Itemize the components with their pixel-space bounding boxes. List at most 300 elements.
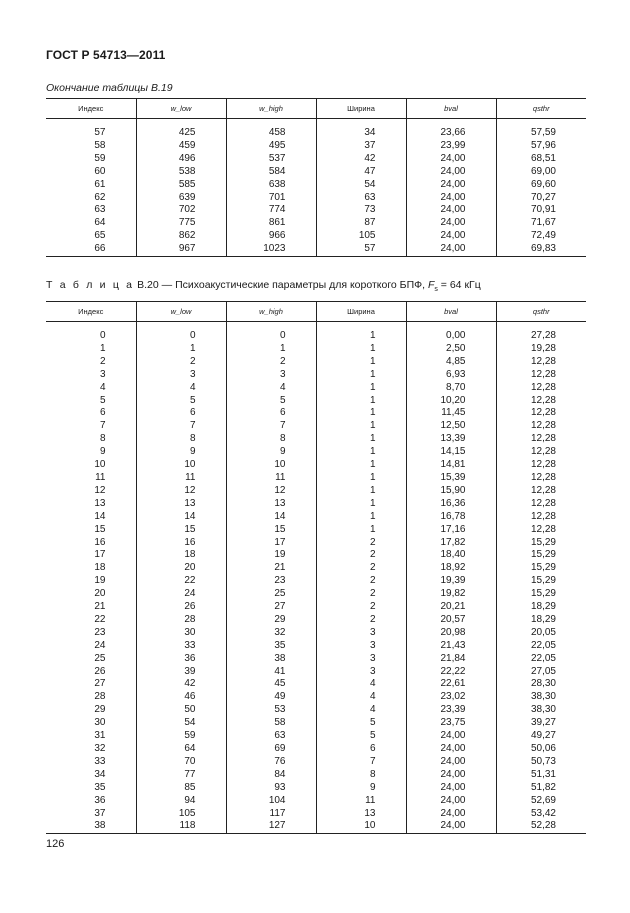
table-cell: 13 xyxy=(226,498,316,511)
table-cell: 774 xyxy=(226,204,316,217)
table-cell: 638 xyxy=(226,179,316,192)
column-header: w_low xyxy=(136,99,226,119)
table-row xyxy=(46,433,586,446)
table-cell: 15 xyxy=(94,523,106,535)
table-cell: 12,28 xyxy=(496,446,586,459)
table-row xyxy=(46,691,586,704)
table-cell: 9 xyxy=(226,446,316,459)
table-cell: 24,00 xyxy=(406,795,496,808)
table-cell: 70,27 xyxy=(496,192,586,205)
table-cell: 58 xyxy=(94,139,106,151)
table-cell: 1 xyxy=(316,407,406,420)
table-row xyxy=(46,769,586,782)
table-cell: 69,83 xyxy=(496,243,586,256)
table-cell: 62 xyxy=(94,191,106,203)
table-cell: 50,73 xyxy=(496,756,586,769)
table-row xyxy=(46,756,586,769)
table-cell: 13,39 xyxy=(406,433,496,446)
table-cell: 12,28 xyxy=(496,420,586,433)
table-cell: 12 xyxy=(136,485,226,498)
table-cell: 6,93 xyxy=(406,369,496,382)
table-cell: 39 xyxy=(136,666,226,679)
table-row xyxy=(46,562,586,575)
table-row xyxy=(46,717,586,730)
table-cell: 18 xyxy=(94,562,106,574)
table-cell: 11 xyxy=(136,472,226,485)
table-cell: 38,30 xyxy=(496,704,586,717)
table-cell: 5 xyxy=(136,395,226,408)
table-cell: 21,84 xyxy=(406,653,496,666)
table-row xyxy=(46,192,586,205)
spacer-cell xyxy=(46,322,136,331)
table-cell: 18 xyxy=(136,549,226,562)
table-cell: 10,20 xyxy=(406,395,496,408)
table-cell: 12 xyxy=(94,484,106,496)
table-cell: 28 xyxy=(94,691,106,703)
table-cell: 3 xyxy=(136,369,226,382)
table-cell: 27,28 xyxy=(496,330,586,343)
table-cell: 1 xyxy=(99,342,106,354)
table-cell: 23,99 xyxy=(406,140,496,153)
table-cell: 53,42 xyxy=(496,808,586,821)
table-row xyxy=(46,230,586,243)
table-row xyxy=(46,782,586,795)
spacer-cell xyxy=(316,119,406,128)
table-cell: 15,29 xyxy=(496,562,586,575)
table-cell: 8,70 xyxy=(406,382,496,395)
spacer-cell xyxy=(406,322,496,331)
table-cell: 23,39 xyxy=(406,704,496,717)
table-cell: 6 xyxy=(99,407,106,419)
table-row xyxy=(46,678,586,691)
table-cell: 57 xyxy=(94,127,106,138)
column-header: bval xyxy=(406,302,496,322)
table-cell: 14 xyxy=(94,510,106,522)
table-cell: 17 xyxy=(94,549,106,561)
table-cell: 4 xyxy=(136,382,226,395)
table-b19 xyxy=(46,98,586,257)
table-cell: 29 xyxy=(94,704,106,716)
table-cell: 4 xyxy=(316,691,406,704)
table-cell: 34 xyxy=(94,768,106,780)
table-cell: 4 xyxy=(316,678,406,691)
table-row xyxy=(46,356,586,369)
table-cell: 50,06 xyxy=(496,743,586,756)
table-row xyxy=(46,640,586,653)
table-cell: 17,16 xyxy=(406,524,496,537)
table-cell: 22 xyxy=(136,575,226,588)
table-cell: 24,00 xyxy=(406,166,496,179)
table-cell: 20,98 xyxy=(406,627,496,640)
table-cell: 24,00 xyxy=(406,179,496,192)
table-cell: 2 xyxy=(226,356,316,369)
table-cell: 2 xyxy=(136,356,226,369)
column-header: w_high xyxy=(226,302,316,322)
table-cell: 23,66 xyxy=(406,127,496,140)
table-cell: 33 xyxy=(94,755,106,767)
table-cell: 18,40 xyxy=(406,549,496,562)
table-cell: 85 xyxy=(136,782,226,795)
table-cell: 639 xyxy=(136,192,226,205)
table-cell: 24 xyxy=(136,588,226,601)
table-cell: 9 xyxy=(316,782,406,795)
table-cell: 15,29 xyxy=(496,588,586,601)
table-cell: 57,96 xyxy=(496,140,586,153)
table-cell: 2 xyxy=(316,562,406,575)
table-cell: 1 xyxy=(316,420,406,433)
table-row xyxy=(46,127,586,140)
table-cell: 68,51 xyxy=(496,153,586,166)
table-cell: 16,36 xyxy=(406,498,496,511)
table-cell: 538 xyxy=(136,166,226,179)
table-row xyxy=(46,382,586,395)
table-cell: 3 xyxy=(316,653,406,666)
table-cell: 12,28 xyxy=(496,472,586,485)
table-cell: 22,61 xyxy=(406,678,496,691)
table-cell: 15 xyxy=(226,524,316,537)
table-cell: 23 xyxy=(226,575,316,588)
table-cell: 36 xyxy=(136,653,226,666)
table-row xyxy=(46,627,586,640)
table-cell: 94 xyxy=(136,795,226,808)
column-header: qsthr xyxy=(496,302,586,322)
table-cell: 1 xyxy=(316,524,406,537)
table-row xyxy=(46,575,586,588)
table-cell: 49,27 xyxy=(496,730,586,743)
table-cell: 24,00 xyxy=(406,153,496,166)
table-row xyxy=(46,343,586,356)
table-cell: 584 xyxy=(226,166,316,179)
table-cell: 10 xyxy=(316,820,406,833)
table-cell: 5 xyxy=(316,730,406,743)
table-cell: 20 xyxy=(94,588,106,600)
table-cell: 0 xyxy=(226,330,316,343)
table-cell: 7 xyxy=(99,420,106,432)
table-cell: 1 xyxy=(316,343,406,356)
table-cell: 23,75 xyxy=(406,717,496,730)
table-cell: 12,28 xyxy=(496,498,586,511)
table-cell: 71,67 xyxy=(496,217,586,230)
table-cell: 42 xyxy=(316,153,406,166)
table-cell: 24 xyxy=(94,639,106,651)
table-row xyxy=(46,666,586,679)
table-cell: 1 xyxy=(316,485,406,498)
table-cell: 701 xyxy=(226,192,316,205)
table-cell: 24,00 xyxy=(406,769,496,782)
table-row xyxy=(46,153,586,166)
table-cell: 57 xyxy=(316,243,406,256)
table-cell: 15,39 xyxy=(406,472,496,485)
table-cell: 20,21 xyxy=(406,601,496,614)
table-cell: 12,28 xyxy=(496,433,586,446)
table-cell: 19,39 xyxy=(406,575,496,588)
table-cell: 17 xyxy=(226,537,316,550)
table-cell: 18,29 xyxy=(496,601,586,614)
table-row xyxy=(46,653,586,666)
table-row xyxy=(46,407,586,420)
table-cell: 61 xyxy=(94,178,106,190)
table-b20-caption xyxy=(46,279,481,293)
table-cell: 2 xyxy=(316,614,406,627)
table-cell: 11,45 xyxy=(406,407,496,420)
table-cell: 35 xyxy=(226,640,316,653)
table-cell: 862 xyxy=(136,230,226,243)
table-cell: 4 xyxy=(316,704,406,717)
table-cell: 4,85 xyxy=(406,356,496,369)
table-cell: 1 xyxy=(316,446,406,459)
spacer-cell xyxy=(316,322,406,331)
table-cell: 37 xyxy=(316,140,406,153)
table-cell: 0 xyxy=(99,330,106,341)
table-cell: 24,00 xyxy=(406,782,496,795)
table-cell: 15,29 xyxy=(496,549,586,562)
table-cell: 15 xyxy=(136,524,226,537)
table-cell: 23 xyxy=(94,626,106,638)
table-cell: 24,00 xyxy=(406,192,496,205)
table-cell: 7 xyxy=(316,756,406,769)
table-cell: 24,00 xyxy=(406,204,496,217)
spacer-cell xyxy=(46,119,136,128)
table-cell: 59 xyxy=(94,152,106,164)
table-cell: 17,82 xyxy=(406,537,496,550)
table-cell: 1 xyxy=(316,511,406,524)
column-header: Индекс xyxy=(46,302,136,322)
table-cell: 38 xyxy=(46,820,136,833)
table-cell: 10 xyxy=(94,459,106,471)
spacer-cell xyxy=(496,119,586,128)
table-cell: 105 xyxy=(136,808,226,821)
table-cell: 14 xyxy=(226,511,316,524)
table-cell: 66 xyxy=(46,243,136,256)
table-cell: 2,50 xyxy=(406,343,496,356)
table-cell: 1 xyxy=(316,369,406,382)
table-cell: 8 xyxy=(136,433,226,446)
table-cell: 19,28 xyxy=(496,343,586,356)
table-row xyxy=(46,369,586,382)
table-cell: 22,05 xyxy=(496,640,586,653)
table-b20 xyxy=(46,301,586,834)
spacer-cell xyxy=(226,119,316,128)
table-cell: 15,29 xyxy=(496,537,586,550)
table-cell: 27 xyxy=(94,678,106,690)
table-row xyxy=(46,549,586,562)
table-cell: 104 xyxy=(226,795,316,808)
spacer-cell xyxy=(406,119,496,128)
table-cell: 12,28 xyxy=(496,524,586,537)
table-cell: 32 xyxy=(226,627,316,640)
table-row xyxy=(46,588,586,601)
table-cell: 64 xyxy=(94,217,106,229)
table-cell: 63 xyxy=(316,192,406,205)
table-cell: 59 xyxy=(136,730,226,743)
table-cell: 19 xyxy=(94,575,106,587)
table-row xyxy=(46,217,586,230)
table-row xyxy=(46,179,586,192)
table-cell: 16 xyxy=(136,537,226,550)
table-cell: 57,59 xyxy=(496,127,586,140)
table-cell: 21 xyxy=(94,601,106,613)
table-cell: 42 xyxy=(136,678,226,691)
table-row xyxy=(46,498,586,511)
fs-subscript: s xyxy=(434,286,438,294)
table-cell: 58 xyxy=(226,717,316,730)
table-cell: 10 xyxy=(226,459,316,472)
table-cell: 12 xyxy=(226,485,316,498)
table-cell: 69,00 xyxy=(496,166,586,179)
table-cell: 24,00 xyxy=(406,808,496,821)
table-cell: 13 xyxy=(316,808,406,821)
table-cell: 25 xyxy=(226,588,316,601)
table-cell: 425 xyxy=(136,127,226,140)
table-cell: 496 xyxy=(136,153,226,166)
table-cell: 6 xyxy=(226,407,316,420)
spacer-row xyxy=(46,119,586,128)
table-cell: 11 xyxy=(226,472,316,485)
table-cell: 966 xyxy=(226,230,316,243)
spacer-cell xyxy=(496,322,586,331)
table-cell: 12,28 xyxy=(496,407,586,420)
table-cell: 70,91 xyxy=(496,204,586,217)
table-cell: 51,82 xyxy=(496,782,586,795)
table-cell: 36 xyxy=(94,794,106,806)
table-cell: 14,15 xyxy=(406,446,496,459)
table-cell: 33 xyxy=(136,640,226,653)
table-cell: 27,05 xyxy=(496,666,586,679)
table-cell: 1 xyxy=(316,395,406,408)
table-cell: 2 xyxy=(316,549,406,562)
table-cell: 38,30 xyxy=(496,691,586,704)
table-cell: 76 xyxy=(226,756,316,769)
table-cell: 26 xyxy=(136,601,226,614)
table-cell: 1 xyxy=(316,498,406,511)
table-cell: 45 xyxy=(226,678,316,691)
table-row xyxy=(46,614,586,627)
document-header: ГОСТ Р 54713—2011 xyxy=(46,48,166,62)
table-cell: 73 xyxy=(316,204,406,217)
column-header: Ширина xyxy=(316,99,406,119)
table-cell: 31 xyxy=(94,730,106,742)
table-cell: 24,00 xyxy=(406,243,496,256)
table-cell: 2 xyxy=(316,575,406,588)
column-header: bval xyxy=(406,99,496,119)
table-cell: 495 xyxy=(226,140,316,153)
table-cell: 24,00 xyxy=(406,820,496,833)
spacer-cell xyxy=(136,322,226,331)
table-cell: 118 xyxy=(136,820,226,833)
table-cell: 30 xyxy=(136,627,226,640)
table-cell: 16 xyxy=(94,536,106,548)
table-cell: 21,43 xyxy=(406,640,496,653)
table-cell: 0 xyxy=(136,330,226,343)
table-cell: 24,00 xyxy=(406,743,496,756)
table-cell: 8 xyxy=(226,433,316,446)
table-cell: 2 xyxy=(316,588,406,601)
table-cell: 22 xyxy=(94,613,106,625)
table-cell: 1 xyxy=(316,382,406,395)
table-cell: 29 xyxy=(226,614,316,627)
table-cell: 4 xyxy=(99,381,106,393)
table-cell: 69 xyxy=(226,743,316,756)
table-cell: 72,49 xyxy=(496,230,586,243)
table-cell: 8 xyxy=(316,769,406,782)
table-cell: 70 xyxy=(136,756,226,769)
table-cell: 15,29 xyxy=(496,575,586,588)
table-cell: 2 xyxy=(316,537,406,550)
table-cell: 25 xyxy=(94,652,106,664)
table-cell: 1 xyxy=(316,330,406,343)
table-cell: 702 xyxy=(136,204,226,217)
table-cell: 7 xyxy=(136,420,226,433)
table-cell: 1023 xyxy=(226,243,316,256)
table-row xyxy=(46,704,586,717)
table-row xyxy=(46,601,586,614)
table-cell: 5 xyxy=(99,394,106,406)
table-cell: 22,05 xyxy=(496,653,586,666)
table-cell: 60 xyxy=(94,165,106,177)
table-cell: 54 xyxy=(316,179,406,192)
column-header: w_low xyxy=(136,302,226,322)
table-cell: 8 xyxy=(99,433,106,445)
table-cell: 5 xyxy=(316,717,406,730)
table-cell: 63 xyxy=(94,204,106,216)
table-cell: 28 xyxy=(136,614,226,627)
table-cell: 6 xyxy=(316,743,406,756)
table-cell: 6 xyxy=(136,407,226,420)
caption-text: В.20 — Психоакустические параметры для короткого БПФ, xyxy=(134,279,428,291)
table-cell: 35 xyxy=(94,781,106,793)
table-cell: 861 xyxy=(226,217,316,230)
table-cell: 14 xyxy=(136,511,226,524)
spacer-cell xyxy=(226,322,316,331)
table-row xyxy=(46,140,586,153)
table-cell: 13 xyxy=(94,497,106,509)
table-cell: 37 xyxy=(94,807,106,819)
table-cell: 12,28 xyxy=(496,369,586,382)
table-cell: 4 xyxy=(226,382,316,395)
table-row xyxy=(46,472,586,485)
table-cell: 1 xyxy=(316,472,406,485)
table-cell: 7 xyxy=(226,420,316,433)
table-cell: 2 xyxy=(316,601,406,614)
table-row xyxy=(46,446,586,459)
table-cell: 12,28 xyxy=(496,395,586,408)
table-cell: 15,90 xyxy=(406,485,496,498)
table-cell: 47 xyxy=(316,166,406,179)
table-row xyxy=(46,795,586,808)
table-cell: 64 xyxy=(136,743,226,756)
table-cell: 28,30 xyxy=(496,678,586,691)
table-cell: 105 xyxy=(316,230,406,243)
table-cell: 51,31 xyxy=(496,769,586,782)
table-cell: 26 xyxy=(94,665,106,677)
column-header: qsthr xyxy=(496,99,586,119)
table-cell: 775 xyxy=(136,217,226,230)
table-cell: 0,00 xyxy=(406,330,496,343)
table-cell: 52,69 xyxy=(496,795,586,808)
table-cell: 3 xyxy=(316,627,406,640)
table-cell: 2 xyxy=(99,355,106,367)
table-cell: 46 xyxy=(136,691,226,704)
table-cell: 585 xyxy=(136,179,226,192)
table-cell: 32 xyxy=(94,743,106,754)
spacer-row xyxy=(46,322,586,331)
table-row xyxy=(46,420,586,433)
fs-symbol: F xyxy=(427,279,435,291)
table-cell: 50 xyxy=(136,704,226,717)
table-cell: 77 xyxy=(136,769,226,782)
table-cell: 30 xyxy=(94,717,106,729)
table-cell: 12,28 xyxy=(496,382,586,395)
